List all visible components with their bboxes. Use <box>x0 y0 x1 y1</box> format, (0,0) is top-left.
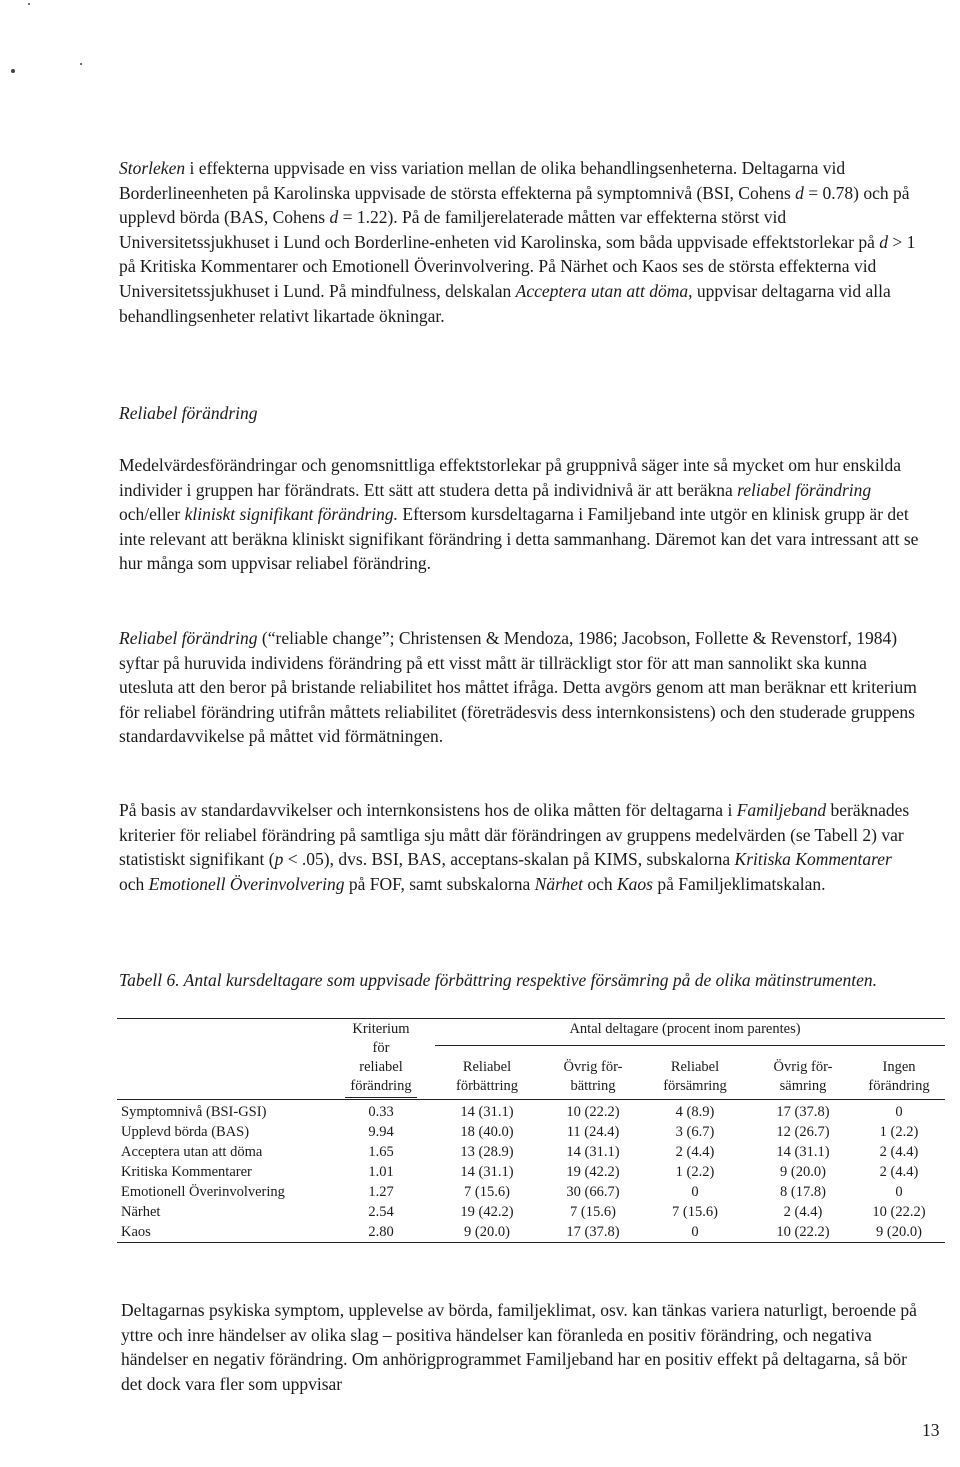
row-label: Emotionell Överinvolvering <box>121 1184 285 1200</box>
count-cell: 30 (66.7) <box>566 1184 620 1200</box>
criterion-cell: 9.94 <box>368 1124 394 1140</box>
count-cell: 2 (4.4) <box>879 1144 919 1160</box>
table-top-rule <box>117 1018 945 1019</box>
paragraph-effect-sizes <box>119 156 919 328</box>
paragraph-natural-variation <box>121 1298 921 1396</box>
criterion-header-underline <box>345 1097 417 1098</box>
count-cell: 2 (4.4) <box>879 1164 919 1180</box>
count-cell: 7 (15.6) <box>464 1184 510 1200</box>
count-cell: 14 (31.1) <box>460 1164 514 1180</box>
table-bottom-rule <box>117 1242 945 1243</box>
col-header-line: Ingen <box>882 1059 916 1075</box>
col-header-line: Reliabel <box>670 1059 720 1075</box>
text-run: Deltagarnas psykiska symptom, upplevelse av börda, familjeklimat, osv. kan tänkas variera naturligt, beroende på yttre och inre händelser av olika slag – positiva händelser kan föranleda en positiv förändring, och negativa händelser en negativ förändring. Om anhörigprogrammet Familjeband har en positiv effekt på deltagarna, så bör det dock vara fler som uppvisar <box>121 1300 917 1394</box>
count-cell: 2 (4.4) <box>783 1204 823 1220</box>
text-run: = 0.78) och på upplevd börda (BAS, Cohens <box>119 182 910 228</box>
count-cell: 0 <box>691 1224 699 1240</box>
paragraph-reliable-change-definition <box>119 626 919 749</box>
count-cell: 19 (42.2) <box>566 1164 620 1180</box>
text-run: > 1 på Kritiska Kommentarer och Emotionell Överinvolvering. På Närhet och Kaos ses de största effekterna vid Universitetssjukhuset i Lund. På mindfulness, delskalan <box>119 231 916 301</box>
page-number: 13 <box>922 1420 940 1440</box>
count-cell: 7 (15.6) <box>570 1204 616 1220</box>
criterion-header-line: reliabel <box>359 1059 403 1075</box>
text-run: d <box>795 182 804 203</box>
header-bottom-rule <box>117 1099 945 1100</box>
count-cell: 17 (37.8) <box>776 1104 830 1120</box>
scan-speck <box>11 69 15 73</box>
text-run: Eftersom kursdeltagarna i Familjeband inte utgör en klinisk grupp är det inte relevant att beräkna kliniskt signifikant förändring i detta sammanhang. Däremot kan det vara intressant att se hur många som uppvisar reliabel förändring. <box>119 504 919 574</box>
col-header-reliable-deterioration <box>645 1058 745 1096</box>
row-label: Upplevd börda (BAS) <box>121 1124 250 1140</box>
text-run: Närhet <box>534 873 583 894</box>
section-heading-reliabel-forandring: Reliabel förändring <box>119 403 258 423</box>
text-run: p <box>274 849 284 870</box>
count-cell: 0 <box>691 1184 699 1200</box>
row-label: Acceptera utan att döma <box>121 1144 263 1160</box>
count-cell: 9 (20.0) <box>780 1164 826 1180</box>
count-cell: 14 (31.1) <box>460 1104 514 1120</box>
count-cell: 10 (22.2) <box>776 1224 830 1240</box>
criterion-header-line: för <box>372 1040 390 1056</box>
col-header-line: Reliabel <box>462 1059 512 1075</box>
count-cell: 1 (2.2) <box>675 1164 715 1180</box>
text-run: (“reliable change”; Christensen & Mendoza, 1986; Jacobson, Follette & Revenstorf, 1984) syftar på huruvida individens förändring på ett visst mått är tillräckligt stor för att man sannolikt ska kunna utesluta att den beror på bristande reliabilitet hos måttet ifråga. Detta avgörs genom att man beräknar ett kriterium för reliabel förändring utifrån måttets reliabilitet (företrädesvis dess internkonsistens) och den studerade gruppens standardavvikelse på måttet vid förmätningen. <box>119 628 917 747</box>
count-cell: 3 (6.7) <box>675 1124 715 1140</box>
count-cell: 19 (42.2) <box>460 1204 514 1220</box>
table-caption: Tabell 6. Antal kursdeltagare som uppvisade förbättring respektive försämring på de olika mätinstrumenten. <box>119 970 877 990</box>
col-header-line: Övrig för- <box>563 1059 623 1075</box>
count-cell: 18 (40.0) <box>460 1124 514 1140</box>
text-run: beräknades kriterier för reliabel förändring på samtliga sju mått där förändringen av gruppens medelvärden (se Tabell 2) var statistiskt signifikant ( <box>119 800 910 870</box>
text-run: Storleken <box>119 158 186 178</box>
count-cell: 10 (22.2) <box>566 1104 620 1120</box>
text-run: på Familjeklimatskalan. <box>652 873 826 894</box>
col-header-no-change <box>849 1058 949 1096</box>
criterion-cell: 2.54 <box>368 1204 394 1220</box>
col-header-reliable-improvement <box>437 1058 537 1096</box>
text-run: och <box>119 873 149 894</box>
col-header-other-improvement <box>543 1058 643 1096</box>
count-cell: 9 (20.0) <box>464 1224 510 1240</box>
text-run: Kaos <box>616 873 653 894</box>
count-cell: 8 (17.8) <box>780 1184 826 1200</box>
text-run: Medelvärdesförändringar och genomsnittliga effektstorlekar på gruppnivå säger inte så mycket om hur enskilda individer i gruppen har förändrats. Ett sätt att studera detta på individnivå är att beräkna <box>119 455 902 500</box>
count-cell: 2 (4.4) <box>675 1144 715 1160</box>
count-cell: 1 (2.2) <box>879 1124 919 1140</box>
group-header: Antal deltagare (procent inom parentes) <box>569 1021 801 1037</box>
text-run: d <box>329 207 339 228</box>
criterion-cell: 2.80 <box>368 1224 394 1240</box>
count-cell: 14 (31.1) <box>566 1144 620 1160</box>
criterion-header <box>345 1020 417 1096</box>
criterion-cell: 1.65 <box>368 1144 394 1160</box>
count-cell: 17 (37.8) <box>566 1224 620 1240</box>
col-header-line: bättring <box>570 1078 616 1094</box>
criterion-cell: 0.33 <box>368 1104 394 1120</box>
count-cell: 7 (15.6) <box>672 1204 718 1220</box>
criterion-cell: 1.27 <box>368 1184 394 1200</box>
text-run: Kritiska Kommentarer <box>734 849 892 870</box>
col-header-other-deterioration <box>753 1058 853 1096</box>
text-run: = 1.22). På de familjerelaterade måtten var effekterna störst vid Universitetssjukhuset i Lund och Borderline-enheten vid Karolinska, som båda uppvisade effektstorlekar på <box>119 207 880 252</box>
text-run: d <box>879 231 888 252</box>
row-label: Kritiska Kommentarer <box>121 1164 252 1180</box>
text-run: på FOF, samt subskalorna <box>344 873 535 894</box>
count-cell: 10 (22.2) <box>872 1204 926 1220</box>
scan-speck <box>28 3 30 5</box>
text-run: och/eller <box>119 504 185 525</box>
count-cell: 4 (8.9) <box>675 1104 715 1120</box>
text-run: uppvisar deltagarna vid alla behandlingsenheter relativt likartade ökningar. <box>119 280 891 326</box>
col-header-line: försämring <box>663 1078 727 1094</box>
results-table <box>117 1018 945 1244</box>
count-cell: 9 (20.0) <box>876 1224 922 1240</box>
text-run: Acceptera utan att döma, <box>515 280 693 301</box>
count-cell: 13 (28.9) <box>460 1144 514 1160</box>
col-header-line: sämring <box>779 1078 827 1094</box>
col-header-line: Övrig för- <box>773 1059 833 1075</box>
count-cell: 11 (24.4) <box>566 1124 620 1140</box>
text-run: På basis av standardavvikelser och internkonsistens hos de olika måtten för deltagarna i <box>119 800 737 820</box>
text-run: Familjeband <box>736 800 827 820</box>
text-run: i effekterna uppvisade en viss variation mellan de olika behandlingsenheterna. Deltagarna vid Borderlineenheten på Karolinska uppvisade de största effekterna på symptomnivå (BSI, Cohens <box>119 158 846 203</box>
paragraph-criteria-calculation <box>119 798 919 896</box>
text-run: reliabel förändring <box>737 479 872 500</box>
row-label: Symptomnivå (BSI-GSI) <box>121 1104 267 1120</box>
paragraph-mean-changes <box>119 453 919 576</box>
row-label: Närhet <box>121 1204 161 1220</box>
row-label: Kaos <box>121 1224 151 1240</box>
criterion-header-line: Kriterium <box>352 1021 410 1037</box>
scan-speck <box>80 63 82 65</box>
text-run: Emotionell Överinvolvering <box>148 873 345 894</box>
col-header-line: förändring <box>868 1078 930 1094</box>
text-run: och <box>582 873 617 894</box>
col-header-line: förbättring <box>455 1078 518 1094</box>
count-cell: 14 (31.1) <box>776 1144 830 1160</box>
criterion-cell: 1.01 <box>368 1164 394 1180</box>
text-run: < .05), dvs. BSI, BAS, acceptans-skalan på KIMS, subskalorna <box>283 849 735 870</box>
text-run: kliniskt signifikant förändring. <box>184 504 398 525</box>
text-run: Reliabel förändring <box>119 628 258 648</box>
count-cell: 0 <box>895 1184 903 1200</box>
count-cell: 12 (26.7) <box>776 1124 830 1140</box>
count-cell: 0 <box>895 1104 903 1120</box>
criterion-header-line: förändring <box>350 1078 412 1094</box>
group-header-underline <box>435 1045 945 1046</box>
